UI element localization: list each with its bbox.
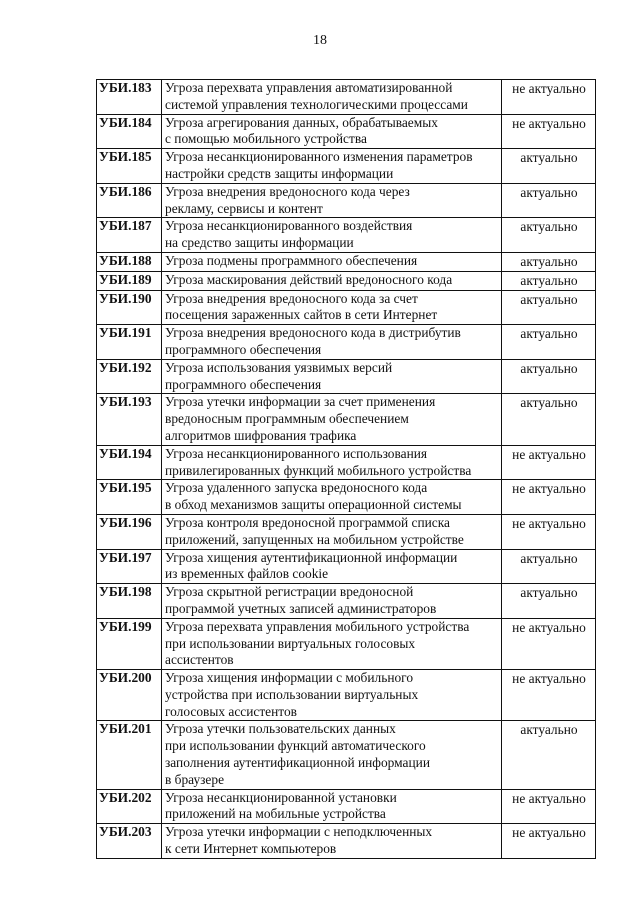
threat-description — [162, 252, 502, 271]
threat-code: УБИ.198 — [97, 584, 162, 619]
threat-code: УБИ.193 — [97, 394, 162, 445]
threat-status-cell — [502, 114, 596, 149]
threat-code: УБИ.190 — [97, 290, 162, 325]
threat-status: актуально — [520, 326, 578, 342]
threat-description-line: ассистентов — [165, 652, 234, 668]
threat-code: УБИ.186 — [97, 183, 162, 218]
threat-description — [162, 549, 502, 584]
threat-code: УБИ.199 — [97, 618, 162, 669]
threat-status: не актуально — [512, 671, 586, 687]
threat-description — [162, 271, 502, 290]
threat-status: не актуально — [512, 481, 586, 497]
threat-status: не актуально — [512, 790, 586, 806]
table-row — [97, 824, 596, 859]
threat-description-line: Угроза утечки информации с неподключенных — [165, 824, 433, 840]
threat-description-line: настройки средств защиты информации — [165, 165, 394, 181]
threat-code: УБИ.188 — [97, 252, 162, 271]
threat-status-cell — [502, 149, 596, 184]
threat-description-line: к сети Интернет компьютеров — [165, 841, 337, 857]
threat-status: актуально — [520, 184, 578, 200]
threat-status: актуально — [520, 360, 578, 376]
threat-code: УБИ.192 — [97, 359, 162, 394]
threat-description-line: в браузере — [165, 771, 225, 787]
threat-status: актуально — [520, 272, 578, 288]
threat-status-cell — [502, 789, 596, 824]
table-row — [97, 290, 596, 325]
threat-status-cell — [502, 290, 596, 325]
threat-code: УБИ.185 — [97, 149, 162, 184]
table-row — [97, 114, 596, 149]
threat-status-cell — [502, 514, 596, 549]
threat-description — [162, 514, 502, 549]
threat-description-line: Угроза хищения аутентификационной информации — [165, 549, 458, 565]
threat-description — [162, 789, 502, 824]
table-row — [97, 252, 596, 271]
threat-status: актуально — [520, 395, 578, 411]
threat-code: УБИ.195 — [97, 480, 162, 515]
threat-description-line: Угроза несанкционированного использования — [165, 445, 428, 461]
table-row — [97, 394, 596, 445]
threat-status-cell — [502, 359, 596, 394]
threat-description-line: Угроза утечки пользовательских данных — [165, 721, 396, 737]
threat-description — [162, 325, 502, 360]
threat-status: не актуально — [512, 81, 586, 96]
threat-status-cell — [502, 480, 596, 515]
threat-description-line: Угроза контроля вредоносной программой списка — [165, 514, 450, 530]
threat-description — [162, 445, 502, 480]
threat-code: УБИ.197 — [97, 549, 162, 584]
threat-description — [162, 618, 502, 669]
threat-code: УБИ.191 — [97, 325, 162, 360]
threat-status-cell — [502, 252, 596, 271]
threat-description-line: посещения зараженных сайтов в сети Интернет — [165, 307, 438, 323]
table-row — [97, 80, 596, 115]
table-row — [97, 789, 596, 824]
threat-description-line: при использовании функций автоматического — [165, 738, 426, 754]
threat-code: УБИ.200 — [97, 670, 162, 721]
threat-description — [162, 149, 502, 184]
threat-description-line: программой учетных записей администраторов — [165, 600, 437, 616]
threat-description-line: Угроза подмены программного обеспечения — [165, 252, 418, 268]
threat-status: актуально — [520, 253, 578, 269]
threat-description-line: Угроза агрегирования данных, обрабатываемых — [165, 114, 438, 130]
threat-description-line: привилегированных функций мобильного устройства — [165, 462, 472, 478]
threat-code: УБИ.194 — [97, 445, 162, 480]
threat-status-cell — [502, 721, 596, 789]
threat-code: УБИ.201 — [97, 721, 162, 789]
threat-description — [162, 183, 502, 218]
threat-description-line: Угроза внедрения вредоносного кода в дистрибутив — [165, 325, 461, 341]
threat-description-line: Угроза несанкционированной установки — [165, 789, 397, 805]
table-row — [97, 514, 596, 549]
threat-status: актуально — [520, 722, 578, 738]
threat-table-body — [97, 80, 596, 859]
threat-description-line: заполнения аутентификационной информации — [165, 755, 430, 771]
threat-table — [96, 79, 596, 859]
threat-description — [162, 670, 502, 721]
threat-code: УБИ.196 — [97, 514, 162, 549]
threat-status-cell — [502, 670, 596, 721]
table-row — [97, 183, 596, 218]
threat-description-line: устройства при использовании виртуальных — [165, 686, 419, 702]
table-row — [97, 271, 596, 290]
threat-description — [162, 359, 502, 394]
threat-status-cell — [502, 80, 596, 115]
threat-status-cell — [502, 271, 596, 290]
threat-description-line: Угроза удаленного запуска вредоносного кода — [165, 480, 428, 496]
threat-description — [162, 80, 502, 115]
page-number: 18 — [313, 33, 327, 48]
threat-status-cell — [502, 183, 596, 218]
threat-status: не актуально — [512, 446, 586, 462]
threat-description-line: из временных файлов cookie — [165, 566, 329, 582]
threat-description — [162, 584, 502, 619]
threat-description-line: приложений на мобильные устройства — [165, 806, 386, 822]
threat-description-line: Угроза скрытной регистрации вредоносной — [165, 584, 414, 600]
table-row — [97, 549, 596, 584]
threat-description-line: Угроза несанкционированного воздействия — [165, 218, 413, 234]
threat-status-cell — [502, 618, 596, 669]
threat-description-line: Угроза маскирования действий вредоносного кода — [165, 271, 453, 287]
threat-description-line: голосовых ассистентов — [165, 703, 297, 719]
threat-description-line: Угроза внедрения вредоносного кода за счет — [165, 290, 418, 306]
threat-description-line: Угроза перехвата управления автоматизированной — [165, 80, 453, 95]
threat-description — [162, 394, 502, 445]
threat-status: актуально — [520, 150, 578, 166]
threat-description-line: алгоритмов шифрования трафика — [165, 427, 357, 443]
threat-status-cell — [502, 394, 596, 445]
table-row — [97, 218, 596, 253]
threat-status-cell — [502, 549, 596, 584]
threat-status-cell — [502, 218, 596, 253]
threat-description-line: в обход механизмов защиты операционной системы — [165, 497, 462, 513]
threat-description-line: Угроза утечки информации за счет применения — [165, 394, 436, 410]
threat-status: актуально — [520, 550, 578, 566]
threat-description — [162, 824, 502, 859]
threat-status-cell — [502, 824, 596, 859]
table-row — [97, 325, 596, 360]
table-row — [97, 721, 596, 789]
threat-description-line: приложений, запущенных на мобильном устройстве — [165, 531, 464, 547]
threat-status-cell — [502, 584, 596, 619]
threat-code: УБИ.203 — [97, 824, 162, 859]
threat-code: УБИ.189 — [97, 271, 162, 290]
threat-description-line: программного обеспечения — [165, 341, 322, 357]
threat-description-line: Угроза перехвата управления мобильного устройства — [165, 618, 470, 634]
threat-description-line: на средство защиты информации — [165, 235, 354, 251]
threat-status-cell — [502, 325, 596, 360]
threat-description — [162, 480, 502, 515]
threat-description-line: системой управления технологическими процессами — [165, 96, 468, 112]
table-row — [97, 359, 596, 394]
threat-status: не актуально — [512, 515, 586, 531]
threat-description — [162, 721, 502, 789]
table-row — [97, 670, 596, 721]
table-row — [97, 480, 596, 515]
threat-description-line: Угроза несанкционированного изменения параметров — [165, 149, 473, 165]
threat-description-line: Угроза использования уязвимых версий — [165, 359, 393, 375]
threat-status: не актуально — [512, 619, 586, 635]
threat-code: УБИ.183 — [97, 80, 162, 115]
threat-description-line: вредоносным программным обеспечением — [165, 411, 409, 427]
table-row — [97, 618, 596, 669]
threat-description — [162, 218, 502, 253]
table-row — [97, 149, 596, 184]
table-row — [97, 584, 596, 619]
threat-code: УБИ.187 — [97, 218, 162, 253]
threat-description-line: при использовании виртуальных голосовых — [165, 635, 416, 651]
threat-status: актуально — [520, 219, 578, 235]
table-row — [97, 445, 596, 480]
threat-description — [162, 114, 502, 149]
threat-description — [162, 290, 502, 325]
threat-status: актуально — [520, 291, 578, 307]
threat-status: не актуально — [512, 115, 586, 131]
threat-code: УБИ.184 — [97, 114, 162, 149]
threat-description-line: программного обеспечения — [165, 376, 322, 392]
threat-description-line: Угроза хищения информации с мобильного — [165, 670, 414, 686]
threat-status: актуально — [520, 585, 578, 601]
threat-code: УБИ.202 — [97, 789, 162, 824]
threat-status: не актуально — [512, 825, 586, 841]
threat-description-line: рекламу, сервисы и контент — [165, 200, 323, 216]
threat-status-cell — [502, 445, 596, 480]
threat-description-line: с помощью мобильного устройства — [165, 131, 367, 147]
threat-description-line: Угроза внедрения вредоносного кода через — [165, 183, 410, 199]
